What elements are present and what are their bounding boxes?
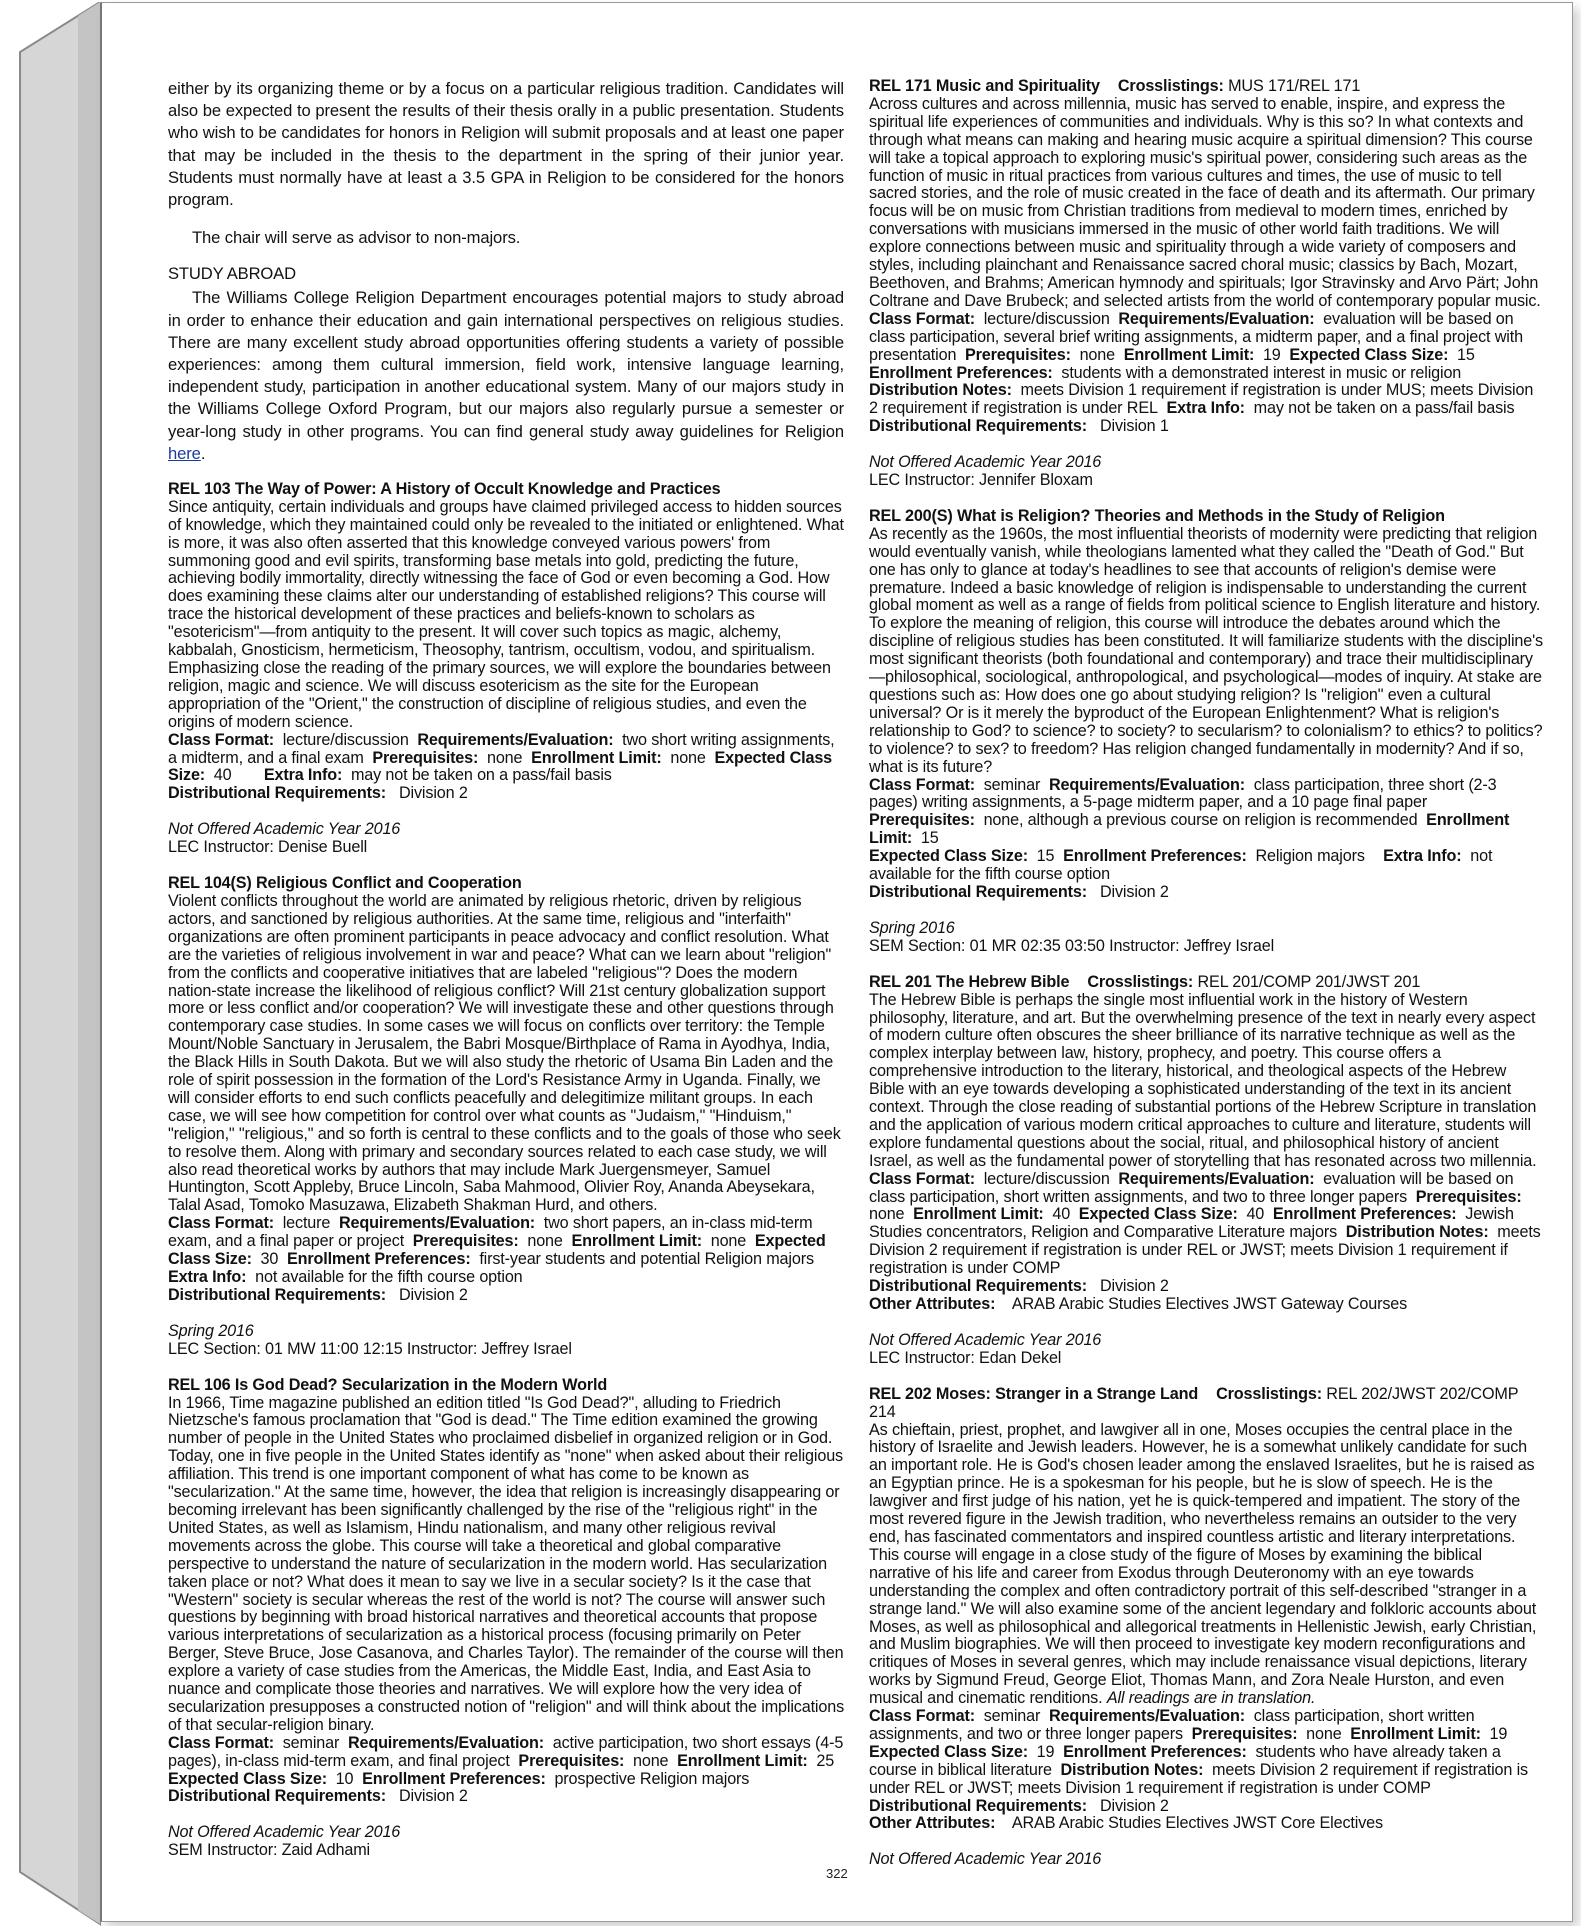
course-offering bbox=[869, 1851, 1545, 1869]
course-description: As recently as the 1960s, the most influential theorists of modernity were predicting that religion would eventually vanish, while theologians lamented what they called the "Death of God." But one has only to glance at today's headlines to see that accounts of religion's demise were premature. Indeed a basic knowledge of religion is indispensable to understanding the current global moment as well as a range of fields from political science to English literature and history. To explore the meaning of religion, this course will introduce the debates around which the discipline of religious studies has been constituted. It will familiarize students with the discipline's most significant theorists (both foundational and contemporary) and trace their multidisciplinary—philosophical, sociological, anthropological, and psychological—modes of inquiry. At stake are questions such as: How does one go about studying religion? Is "religion" even a cultural universal? Or is it merely the byproduct of the European Enlightenment? What is religion's relationship to God? to science? to society? to secularism? to colonialism? to ethics? to politics? to violence? to sex? to freedom? Has religion changed fundamentally in modernity? And if so, what is its future? bbox=[869, 524, 1544, 776]
course-section: SEM Section: 01 MR 02:35 03:50 Instructor: Jeffrey Israel bbox=[869, 936, 1275, 955]
page-number: 322 bbox=[826, 1866, 848, 1881]
course-details: Class Format: lecture/discussion Requirements/Evaluation: evaluation will be based on class participation, several brief writing assignments, a midterm paper, and a final project with presentation Prerequisites: none Enrollment Limit: 19 Expected Class Size: 15 Enrollment Preferences: students with a demonstrated interest in music or religion Distribution Notes: meets Division 1 requirement if registration is under MUS; meets Division 2 requirement if registration is under REL Extra Info: may not be taken on a pass/fail basis Distributional Requirements: Division 1 bbox=[869, 309, 1534, 436]
course-term: Not Offered Academic Year 2016 bbox=[869, 453, 1102, 472]
course-rel202 bbox=[869, 1386, 1545, 1870]
course-section: LEC Section: 01 MW 11:00 12:15 Instructor: Jeffrey Israel bbox=[168, 1339, 572, 1358]
course-details: Class Format: seminar Requirements/Evaluation: class participation, short written assignments, and two or three longer papers Prerequisites: none Enrollment Limit: 19 Expected Class Size: 19 Enrollment Preferences: students who have already taken a course in biblical literature Distribution Notes: meets Division 2 requirement if registration is under REL or JWST; meets Division 1 requirement if registration is under COMP Distributional Requirements: Division 2 Other Attributes: ARAB Arabic Studies Electives JWST Core Electives bbox=[869, 1707, 1528, 1833]
study-abroad-paragraph: The Williams College Religion Department encourages potential majors to study abroad in order to enhance their education and gain international perspectives on religious studies. There are many excellent study abroad opportunities offering students a variety of possible experiences: among them cultural immersion, field work, intensive language learning, independent study, participation in another educational system. Many of our majors study in the Williams College Oxford Program, but our majors also regularly pursue a semester or year-long study in other programs. You can find general study away guidelines for Religion here. bbox=[168, 288, 844, 463]
course-title: REL 171 Music and Spirituality bbox=[869, 77, 1100, 95]
course-description: Violent conflicts throughout the world are animated by religious rhetoric, driven by religious actors, and sanctioned by religious authorities. At the same time, religious and "interfaith" organizations are often prominent participants in peace advocacy and conflict resolution. What are the varieties of religious involvement in war and peace? What can we learn about "religion" from the conflicts and cooperative initiatives that are labeled "religious"? Does the modern nation-state increase the likelihood of religious conflict? Will 21st century globalization support more or less conflict and/or cooperation? We will investigate these and other questions through contemporary case studies. In some cases we will focus on conflicts over territory: the Temple Mount/Noble Sanctuary in Jerusalem, the Babri Mosque/Birthplace of Rama in Ayodhya, India, the Black Hills in South Dakota. But we will also study the rhetoric of Usama Bin Laden and the role of spirit possession in the formation of the Lord's Resistance Army in Uganda. Finally, we will consider efforts to end such conflicts peacefully and delegitimize militant groups. In each case, we will see how competition for control over what counts as "Judaism," "Hinduism," "religion," "religious," and so forth is central to these conflicts and to the goals of those who seek to resolve them. Along with primary and secondary sources related to each case study, we will also read theoretical works by authors that may include Mark Juergensmeyer, Samuel Huntington, Scott Appleby, Bruce Lincoln, Saba Mahmood, Olivier Roy, Ananda Abeysekara, Talal Asad, Tomoko Masuzawa, Elizabeth Shakman Hurd, and others. bbox=[168, 891, 841, 1215]
course-details: Class Format: seminar Requirements/Evaluation: class participation, three short (2-3 pages) writing assignments, a 5-page midterm paper, and a 10 page final paper Prerequisites: none, although a previous course on religion is recommended Enrollment Limit: 15 Expected Class Size: 15 Enrollment Preferences: Religion majors Extra Info: not available for the fifth course option Distributional Requirements: Division 2 bbox=[869, 775, 1510, 901]
advisor-paragraph: The chair will serve as advisor to non-majors. bbox=[192, 228, 521, 248]
course-offering bbox=[869, 1332, 1545, 1368]
course-term: Not Offered Academic Year 2016 bbox=[168, 1823, 401, 1842]
course-title: REL 201 The Hebrew Bible bbox=[869, 972, 1070, 991]
course-term: Not Offered Academic Year 2016 bbox=[869, 1850, 1102, 1869]
course-rel201 bbox=[869, 974, 1545, 1368]
course-term: Not Offered Academic Year 2016 bbox=[168, 820, 401, 839]
course-rel106 bbox=[168, 1377, 844, 1861]
course-offering bbox=[869, 454, 1545, 490]
course-details: Class Format: lecture/discussion Requirements/Evaluation: two short writing assignments, a midterm, and a final exam Prerequisites: none Enrollment Limit: none Expected Class Size: 40 Extra Info: may not be taken on a pass/fail basis Distributional Requirements: Division 2 bbox=[168, 730, 835, 803]
course-description: In 1966, Time magazine published an edition titled "Is God Dead?", alluding to Friedrich Nietzsche's famous proclamation that "God is dead." The Time edition examined the growing number of people in the United States who proclaimed disbelief in organized religion or in God. Today, one in five people in the United States identify as "none" when asked about their religious affiliation. This trend is one important component of what has come to be known as "secularization." At the same time, however, the idea that religion is increasingly disappearing or becoming irrelevant has been significantly challenged by the rise of the "religious right" in the United States, as well as Islamism, Hindu nationalism, and many other religious revival movements across the globe. This course will take a theoretical and global comparative perspective to understand the nature of secularization in the modern world. Has secularization taken place or not? What does it mean to say we live in a secular society? Is it the case that "Western" society is secular whereas the rest of the world is not? The course will answer such questions by beginning with broad historical narratives and theoretical accounts that propose various interpretations of secularization as a historical process (focusing primarily on Peter Berger, Steve Bruce, Jose Casanova, and Charles Taylor). The remainder of the course will then explore a variety of case studies from the Americas, the Middle East, India, and East Asia to nuance and complicate those theories and narratives. We will explore how the very idea of secularization presupposes a constructed notion of "religion" and will think about the implications of that secular-religion binary. bbox=[168, 1393, 845, 1734]
course-description: The Hebrew Bible is perhaps the single most influential work in the history of Western philosophy, literature, and art. But the overwhelming presence of the text in nearly every aspect of modern culture often obscures the sheer brilliance of its narrative technique as well as the complex interplay between law, history, prophecy, and poetry. This course offers a comprehensive introduction to the literary, historical, and theological aspects of the Hebrew Bible with an eye towards developing a sophisticated understanding of the text in its ancient context. Through the close reading of substantial portions of the Hebrew Scripture in translation and the application of various modern critical approaches to culture and literature, students will explore fundamental questions about the social, ritual, and philosophical history of ancient Israel, as well as the fundamental power of storytelling that has resonated across two millennia. bbox=[869, 990, 1537, 1170]
course-title: REL 103 The Way of Power: A History of Occult Knowledge and Practices bbox=[168, 479, 721, 498]
course-offering bbox=[168, 1323, 844, 1359]
course-details: Class Format: lecture Requirements/Evaluation: two short papers, an in-class mid-term exam, and a final paper or project Prerequisites: none Enrollment Limit: none Expected Class Size: 30 Enrollment Preferences: first-year students and potential Religion majors Extra Info: not available for the fifth course option Distributional Requirements: Division 2 bbox=[168, 1214, 826, 1304]
book-spine-shape bbox=[18, 2, 104, 1926]
honors-paragraph: either by its organizing theme or by a focus on a particular religious tradition. Candidates will also be expected to present the results of their thesis orally in a public presentation. Students who wish to be candidates for honors in Religion will submit proposals and at least one paper that may be included in the thesis to the department in the spring of their junior year. Students must normally have at least a 3.5 GPA in Religion to be considered for the honors program. bbox=[168, 79, 844, 210]
course-section: LEC Instructor: Edan Dekel bbox=[869, 1348, 1062, 1367]
course-header: REL 171 Music and Spirituality Crosslistings: MUS 171/REL 171 bbox=[869, 77, 1361, 95]
course-rel103 bbox=[168, 481, 844, 857]
course-section: SEM Instructor: Zaid Adhami bbox=[168, 1841, 370, 1860]
course-rel104 bbox=[168, 875, 844, 1359]
course-offering bbox=[869, 920, 1545, 956]
course-term: Spring 2016 bbox=[869, 918, 955, 937]
course-offering bbox=[168, 821, 844, 857]
course-details: Class Format: seminar Requirements/Evaluation: active participation, two short essays (4-5 pages), in-class mid-term exam, and final project Prerequisites: none Enrollment Limit: 25 Expected Class Size: 10 Enrollment Preferences: prospective Religion majors Distributional Requirements: Division 2 bbox=[168, 1733, 844, 1806]
course-title: REL 202 Moses: Stranger in a Strange Land bbox=[869, 1384, 1199, 1403]
course-title: REL 106 Is God Dead? Secularization in the Modern World bbox=[168, 1375, 608, 1394]
course-description: Across cultures and across millennia, music has served to enable, inspire, and express the spiritual life experiences of communities and individuals. Why is this so? In what contexts and through what means can making and hearing music acquire a spiritual dimension? This course will take a topical approach to exploring music's spiritual power, considering such areas as the function of music in ritual practices from various cultures and times, the use of music to tell sacred stories, and the role of music created in the face of death and its aftermath. Our primary focus will be on music from Christian traditions from medieval to modern times, enriched by conversations with musicians immersed in the music of other world faith traditions. We will explore connections between music and spirituality through a wide variety of composers and styles, including plainchant and Renaissance sacred choral music; classics by Bach, Mozart, Beethoven, and Brahms; American hymnody and spirituals; Igor Stravinsky and Arvo Pärt; John Coltrane and Dave Brubeck; and selected artists from the world of contemporary popular music. bbox=[869, 94, 1541, 310]
course-header: REL 202 Moses: Stranger in a Strange Land Crosslistings: REL 202/JWST 202/COMP 214 bbox=[869, 1384, 1519, 1421]
course-description: Since antiquity, certain individuals and groups have claimed privileged access to hidden sources of knowledge, which they maintained could only be revealed to the initiated or enlightened. What is more, it was also often asserted that this knowledge conveyed various powers' from summoning good and evil spirits, transforming base metals into gold, predicting the future, achieving bodily immortality, directly witnessing the face of God or even becoming a God. How does examining these claims alter our understanding of established religions? This course will trace the historical development of these practices and beliefs-known to scholars as "esotericism"—from antiquity to the present. It will cover such topics as magic, alchemy, kabbalah, Gnosticism, hermeticism, Theosophy, tantrism, occultism, vodou, and spiritualism. Emphasizing close the reading of the primary sources, we will explore the boundaries between religion, magic and science. We will discuss esotericism as the site for the European appropriation of the "Orient," the construction of discipline of religious studies, and even the origins of modern science. bbox=[168, 497, 844, 731]
course-crosslistings: REL 202/JWST 202/COMP 214 bbox=[869, 1384, 1519, 1421]
study-guidelines-link[interactable]: here bbox=[168, 443, 201, 463]
intro-section bbox=[168, 78, 844, 465]
course-description: As chieftain, priest, prophet, and lawgiver all in one, Moses occupies the central place in the history of Israelite and Jewish leaders. However, he is a somewhat unlikely candidate for such an important role. He is God's chosen leader among the enslaved Israelites, but he is raised as an Egyptian prince. He is a spokesman for his people, but he is slow of speech. He is the lawgiver and first judge of his nation, yet he is quick-tempered and impatient. The story of the most revered figure in the Jewish tradition, who nevertheless remains an outsider to the very end, has fascinated commentators and inspired countless artistic and literary interpretations. This course will engage in a close study of the figure of Moses by examining the biblical narrative of his life and career from Exodus through Deuteronomy with an eye towards understanding the complex and often contradictory portrait of this self-described "stranger in a strange land." We will also examine some of the ancient legendary and folkloric accounts about Moses, as well as philosophical and allegorical treatments in Hellenistic Jewish, early Christian, and Muslim biographies. We will then proceed to investigate key modern reconfigurations and critiques of Moses in several genres, which may include renaissance visual depictions, literary works by Sigmund Freud, George Eliot, Thomas Mann, and Zora Neale Hurston, and even musical and cinematic renditions. All readings are in translation. bbox=[869, 1420, 1537, 1708]
course-header: REL 201 The Hebrew Bible Crosslistings: REL 201/COMP 201/JWST 201 bbox=[869, 972, 1421, 991]
course-offering bbox=[168, 1824, 844, 1860]
course-term: Not Offered Academic Year 2016 bbox=[869, 1330, 1102, 1349]
course-details: Class Format: lecture/discussion Requirements/Evaluation: evaluation will be based on class participation, short written assignments, and two to three longer papers Prerequisites: none Enrollment Limit: 40 Expected Class Size: 40 Enrollment Preferences: Jewish Studies concentrators, Religion and Comparative Literature majors Distribution Notes: meets Division 2 requirement if registration is under REL or JWST; meets Division 1 requirement if registration is under COMP Distributional Requirements: Division 2 Other Attributes: ARAB Arabic Studies Electives JWST Gateway Courses bbox=[869, 1169, 1541, 1313]
study-abroad-heading: STUDY ABROAD bbox=[168, 264, 296, 284]
course-crosslistings: MUS 171/REL 171 bbox=[1228, 77, 1361, 95]
right-column bbox=[869, 78, 1545, 1887]
course-rel171 bbox=[869, 78, 1545, 490]
course-rel200 bbox=[869, 508, 1545, 956]
course-title: REL 200(S) What is Religion? Theories and Methods in the Study of Religion bbox=[869, 506, 1445, 525]
course-crosslistings: REL 201/COMP 201/JWST 201 bbox=[1197, 972, 1421, 991]
course-section: LEC Instructor: Jennifer Bloxam bbox=[869, 471, 1093, 490]
left-column bbox=[168, 78, 844, 1878]
course-title: REL 104(S) Religious Conflict and Cooperation bbox=[168, 874, 522, 893]
course-term: Spring 2016 bbox=[168, 1321, 254, 1340]
course-section: LEC Instructor: Denise Buell bbox=[168, 838, 368, 857]
